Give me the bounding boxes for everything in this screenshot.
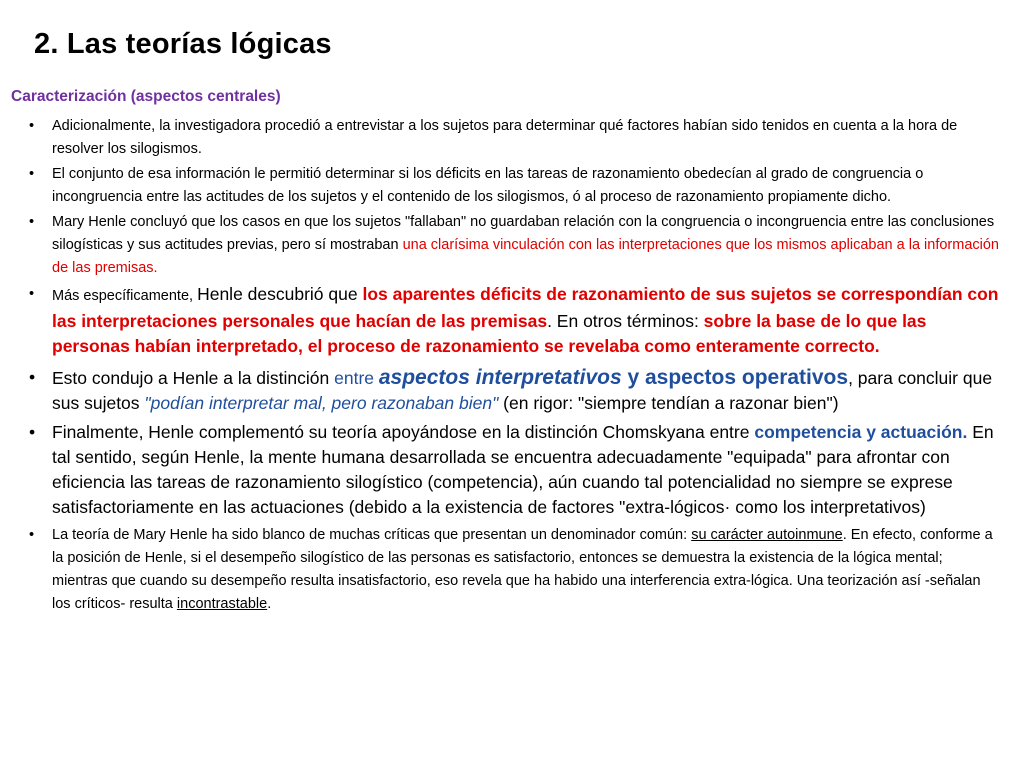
underlined-text: su carácter autoinmune xyxy=(691,527,843,543)
quote-text: "podían interpretar mal, pero razonaban bien" xyxy=(144,393,499,413)
bullet-item-5 xyxy=(0,365,1000,416)
bullet-text: En tal sentido, según Henle, la mente humana desarrollada se encuentra adecuadamente "equipada" para afrontar con eficiencia las tareas de razonamiento silogístico (competencia), aún cuando tal potencialidad no siempre se exprese satisfactoriamente en las actuaciones (debido a la existencia de factores "extra-lógicos· como los interpretativos) xyxy=(52,422,994,517)
bullet-text: Finalmente, Henle complementó su teoría apoyándose en la distinción Chomskyana entre xyxy=(52,422,755,442)
bullet-icon: • xyxy=(29,166,35,182)
bullet-text: La teoría de Mary Henle ha sido blanco de muchas críticas que presentan un denominador común: xyxy=(52,527,692,543)
bullet-icon: • xyxy=(29,422,36,442)
highlight-text: sobre la base de lo que las personas habían interpretado, el proceso de razonamiento se revelaba como enteramente correcto. xyxy=(52,311,927,356)
bullet-item-2 xyxy=(0,163,1000,209)
term-operativos: y aspectos operativos xyxy=(621,366,849,389)
bullet-item-4 xyxy=(0,282,1000,359)
slide-subtitle: Caracterización (aspectos centrales) xyxy=(11,88,281,105)
bullet-text: (en rigor: "siempre tendían a razonar bien") xyxy=(498,393,839,413)
bullet-item-1 xyxy=(0,115,1000,161)
bullet-item-3 xyxy=(0,211,1000,280)
bullet-text: Henle descubrió que xyxy=(197,284,363,304)
bullet-item-7 xyxy=(0,524,1000,616)
bullet-item-6 xyxy=(0,420,1000,520)
bullet-text: Mary Henle concluyó que los casos en que los sujetos "fallaban" no guardaban relación con la congruencia o incongruencia entre las conclusiones silogísticas y sus actitudes previas, pero sí mostraban xyxy=(52,214,995,253)
bullet-list xyxy=(0,115,1000,618)
bullet-text: El conjunto de esa información le permitió determinar si los déficits en las tareas de razonamiento obedecían al grado de congruencia o incongruencia entre las actitudes de los sujetos y el contenido de los silogismos, ó al proceso de razonamiento propiamente dicho. xyxy=(52,166,924,205)
bullet-text: . En efecto, conforme a la posición de Henle, si el desempeño silogístico de las personas es satisfactorio, entonces se demuestra la existencia de la lógica mental; mientras que cuando su desempeño resulta insatisfactorio, eso revela que ha habido una interferencia extra-lógica. Una teorización así -señalan los críticos- resulta xyxy=(52,527,993,612)
highlight-text: entre xyxy=(334,368,379,388)
bullet-text: , para concluir que sus sujetos xyxy=(52,368,993,413)
term-competencia: competencia y actuación. xyxy=(754,422,968,442)
term-interpretativos: aspectos interpretativos xyxy=(378,366,622,389)
bullet-text: . En otros términos: xyxy=(547,311,704,331)
bullet-icon: • xyxy=(29,118,35,134)
bullet-text: . xyxy=(267,596,272,612)
bullet-icon: • xyxy=(29,367,36,387)
highlight-text: los aparentes déficits de razonamiento de sus sujetos se correspondían con las interpretaciones personales que hacían de las premisas xyxy=(52,284,999,331)
slide-title: 2. Las teorías lógicas xyxy=(34,28,332,60)
bullet-text: Adicionalmente, la investigadora procedió a entrevistar a los sujetos para determinar qué factores habían sido tenidos en cuenta a la hora de resolver los silogismos. xyxy=(52,118,958,157)
bullet-icon: • xyxy=(29,527,35,543)
bullet-icon: • xyxy=(29,214,35,230)
bullet-text-small: Más específicamente, xyxy=(52,288,198,304)
bullet-text: Esto condujo a Henle a la distinción xyxy=(52,368,335,388)
highlight-text: una clarísima vinculación con las interpretaciones que los mismos aplicaban a la información de las premisas. xyxy=(52,237,999,276)
underlined-text: incontrastable xyxy=(176,596,268,612)
bullet-icon: • xyxy=(29,286,35,302)
